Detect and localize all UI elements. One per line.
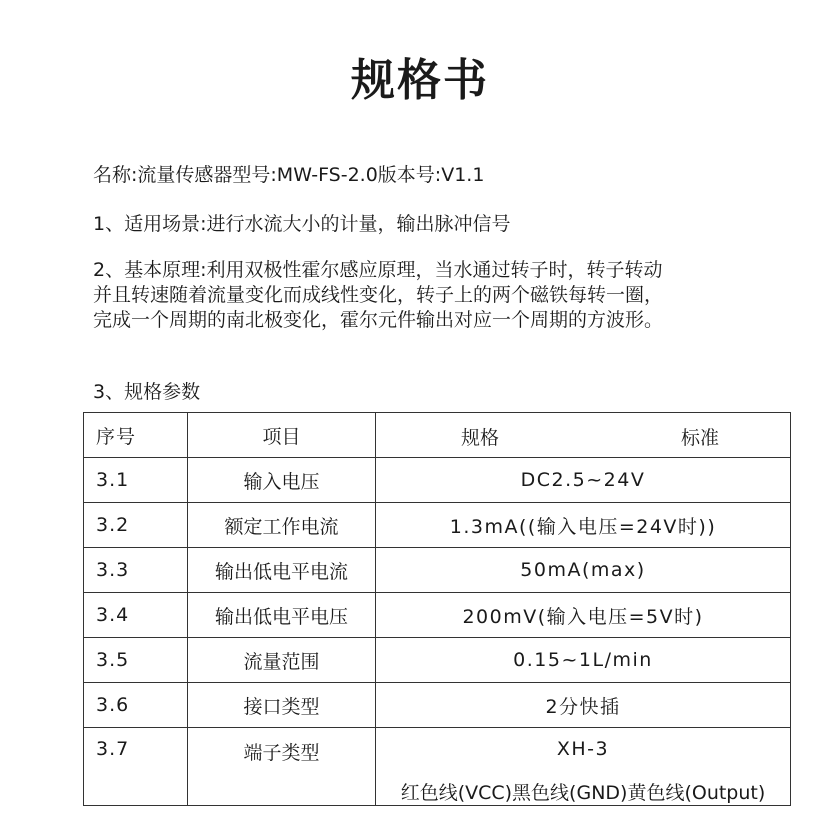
table-row	[84, 548, 791, 593]
row-spec: DC2.5~24V	[376, 458, 791, 503]
row-spec-cell	[376, 728, 791, 806]
row-no: 3.6	[84, 683, 188, 728]
row-spec: 0.15~1L/min	[376, 638, 791, 683]
header-spec-label: 规格	[461, 427, 500, 449]
row-spec: 50mA(max)	[376, 548, 791, 593]
table-row	[84, 638, 791, 683]
table-row	[84, 503, 791, 548]
header-spec	[376, 413, 791, 458]
table-row	[84, 593, 791, 638]
table-row	[84, 458, 791, 503]
row-no: 3.3	[84, 548, 188, 593]
row-no: 3.7	[84, 728, 188, 806]
row-spec: 1.3mA((输入电压=24V时))	[376, 503, 791, 548]
header-standard-label: 标准	[681, 427, 720, 449]
section-spec-heading: 3、规格参数	[93, 381, 201, 403]
row-item: 输入电压	[188, 458, 376, 503]
row-no: 3.2	[84, 503, 188, 548]
table-row	[84, 728, 791, 806]
row-spec: XH-3	[556, 738, 610, 760]
row-item: 额定工作电流	[188, 503, 376, 548]
spec-table	[83, 412, 791, 806]
principle-line: 2、基本原理:利用双极性霍尔感应原理，当水通过转子时，转子转动	[93, 259, 663, 281]
row-spec: 200mV(输入电压=5V时)	[376, 593, 791, 638]
table-row	[84, 683, 791, 728]
row-no: 3.5	[84, 638, 188, 683]
principle-line: 完成一个周期的南北极变化，霍尔元件输出对应一个周期的方波形。	[93, 309, 664, 331]
row-no: 3.1	[84, 458, 188, 503]
row-spec: 2分快插	[376, 683, 791, 728]
header-item: 项目	[188, 413, 376, 458]
table-header-row	[84, 413, 791, 458]
row-item: 接口类型	[188, 683, 376, 728]
product-name-line: 名称:流量传感器型号:MW-FS-2.0版本号:V1.1	[93, 164, 485, 186]
row-item: 输出低电平电压	[188, 593, 376, 638]
header-no: 序号	[84, 413, 188, 458]
principle-line: 并且转速随着流量变化而成线性变化，转子上的两个磁铁每转一圈，	[93, 284, 664, 306]
row-no: 3.4	[84, 593, 188, 638]
section-principle	[93, 258, 663, 333]
section-application: 1、适用场景:进行水流大小的计量，输出脉冲信号	[93, 213, 511, 235]
page-title: 规格书	[351, 55, 489, 106]
wire-color-note: 红色线(VCC)黑色线(GND)黄色线(Output)	[400, 782, 766, 804]
row-item: 流量范围	[188, 638, 376, 683]
row-item: 输出低电平电流	[188, 548, 376, 593]
row-item: 端子类型	[188, 728, 376, 806]
